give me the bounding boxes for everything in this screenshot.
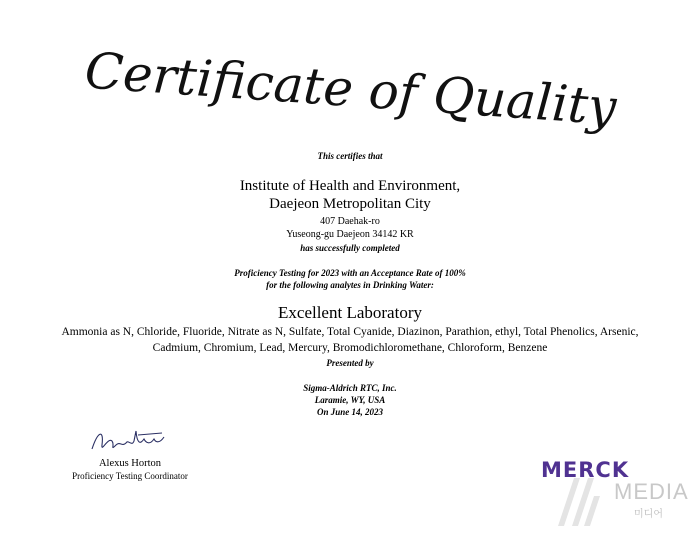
analytes-line1: Ammonia as N, Chloride, Fluoride, Nitrate as N, Sulfate, Total Cyanide, Diazinon, Parathion, ethyl, Total Phenolics, Arsenic, [61,326,639,338]
testing-line1: Proficiency Testing for 2023 with an Acceptance Rate of 100% [234,268,466,278]
testing-line2: for the following analytes in Drinking Water: [266,280,434,290]
institution-name-line2: Daejeon Metropolitan City [269,196,431,212]
award-title: Excellent Laboratory [278,303,422,322]
certificate-title [83,41,619,138]
institution-name-line1: Institute of Health and Environment, [239,178,461,194]
certificate-title-text: Certificate of Quality [83,41,619,137]
signatory-name: Alexus Horton [98,458,162,469]
analytes-line2: Cadmium, Chromium, Lead, Mercury, Bromodichloromethane, Chloroform, Benzene [152,342,548,354]
presented-date: On June 14, 2023 [316,407,383,417]
merck-logo-text: MERCK [541,458,630,482]
watermark-subtext: 미디어 [634,509,663,520]
presented-by-label: Presented by [326,358,374,368]
address-line1: 407 Daehak-ro [320,216,380,227]
presenter-organization: Sigma-Aldrich RTC, Inc. [303,383,397,393]
watermark-text: MEDIA [614,479,689,504]
presenter-city: Laramie, WY, USA [314,395,386,405]
completed-text: has successfully completed [300,243,400,253]
signature [88,423,168,459]
address-line2: Yuseong-gu Daejeon 34142 KR [286,229,414,240]
intro-text: This certifies that [317,151,383,161]
signatory-role: Proficiency Testing Coordinator [72,471,188,481]
